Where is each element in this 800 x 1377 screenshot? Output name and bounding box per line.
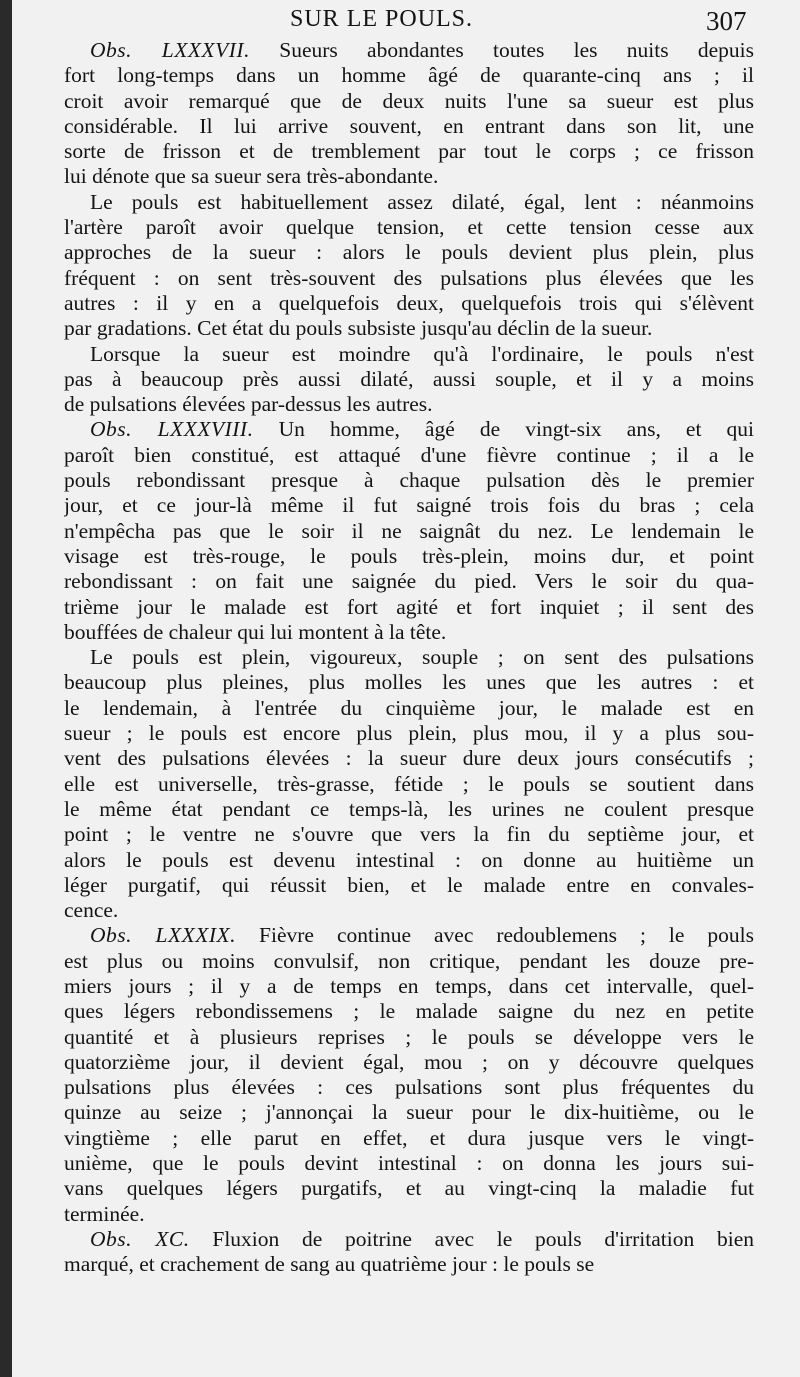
line-text: sorte de frisson et de tremblement par tout le corps ; ce frisson bbox=[64, 139, 754, 164]
text-line bbox=[64, 468, 754, 493]
text-line bbox=[64, 1075, 754, 1100]
line-text: est plus ou moins convulsif, non critique, pendant les douze pre- bbox=[64, 948, 754, 973]
line-text: Fluxion de poitrine avec le pouls d'irritation bien bbox=[212, 1226, 754, 1251]
line-text: vent des pulsations élevées : la sueur dure deux jours consécutifs ; bbox=[64, 746, 754, 771]
text-line bbox=[64, 620, 754, 645]
text-line bbox=[64, 848, 754, 873]
line-text: considérable. Il lui arrive souvent, en entrant dans son lit, une bbox=[64, 113, 754, 138]
text-line bbox=[64, 139, 754, 164]
line-text: Sueurs abondantes toutes les nuits depuis bbox=[279, 38, 754, 62]
line-text: par gradations. Cet état du pouls subsiste jusqu'au déclin de la sueur. bbox=[64, 316, 653, 341]
line-text: bouffées de chaleur qui lui montent à la tête. bbox=[64, 619, 447, 644]
text-line bbox=[64, 190, 754, 215]
observation bbox=[64, 1227, 754, 1278]
observation bbox=[64, 923, 754, 1227]
line-text: quatorzième jour, il devient égal, mou ; on y découvre quelques bbox=[64, 1049, 754, 1074]
line-text: paroît bien constitué, est attaqué d'une fièvre continue ; il a le bbox=[64, 442, 754, 467]
text-line bbox=[64, 342, 754, 367]
text-line bbox=[64, 746, 754, 771]
line-text: lui dénote que sa sueur sera très-abondante. bbox=[64, 164, 439, 189]
text-line bbox=[64, 63, 754, 88]
observation-label: Obs. LXXXIX. bbox=[90, 923, 237, 948]
text-line bbox=[64, 1151, 754, 1176]
line-text: quantité et à plusieurs reprises ; le pouls se développe vers le bbox=[64, 1024, 754, 1049]
text-line bbox=[64, 1176, 754, 1201]
paragraph bbox=[64, 923, 754, 1227]
text-line bbox=[64, 949, 754, 974]
text-line bbox=[64, 1202, 754, 1227]
line-text: pouls rebondissant presque à chaque pulsation dès le premier bbox=[64, 468, 754, 493]
text-line bbox=[64, 595, 754, 620]
line-text: Lorsque la sueur est moindre qu'à l'ordinaire, le pouls n'est bbox=[90, 341, 754, 366]
text-line bbox=[64, 696, 754, 721]
observation bbox=[64, 38, 754, 417]
paragraph bbox=[64, 417, 754, 645]
line-text: l'artère paroît avoir quelque tension, et cette tension cesse aux bbox=[64, 215, 754, 240]
text-line bbox=[64, 392, 754, 417]
text-line bbox=[64, 645, 754, 670]
line-text: approches de la sueur : alors le pouls devient plus plein, plus bbox=[64, 240, 754, 265]
line-text: Le pouls est plein, vigoureux, souple ; on sent des pulsations bbox=[90, 645, 754, 670]
line-text: fort long-temps dans un homme âgé de quarante-cinq ans ; il bbox=[64, 63, 754, 88]
observation-label: Obs. LXXXVIII. bbox=[90, 417, 254, 442]
line-text: n'empêcha pas que le soir il ne saignât du nez. Le lendemain le bbox=[64, 518, 754, 543]
body-text bbox=[64, 38, 754, 1278]
text-line bbox=[64, 1227, 754, 1252]
running-title: SUR LE POULS. bbox=[290, 6, 474, 32]
paragraph bbox=[64, 342, 754, 418]
line-text: ques légers rebondissemens ; le malade saigne du nez en petite bbox=[64, 999, 754, 1024]
binding-gutter bbox=[0, 0, 12, 1377]
text-line bbox=[64, 1025, 754, 1050]
text-line bbox=[64, 493, 754, 518]
text-line bbox=[64, 215, 754, 240]
observation bbox=[64, 417, 754, 923]
paragraph bbox=[64, 190, 754, 342]
text-line bbox=[64, 291, 754, 316]
text-line bbox=[64, 898, 754, 923]
line-text: trième jour le malade est fort agité et fort inquiet ; il sent des bbox=[64, 594, 754, 619]
text-line bbox=[64, 417, 754, 442]
text-line bbox=[64, 797, 754, 822]
line-text: rebondissant : on fait une saignée du pied. Vers le soir du qua- bbox=[64, 569, 754, 594]
line-text: alors le pouls est devenu intestinal : on donne au huitième un bbox=[64, 847, 754, 872]
text-line bbox=[64, 721, 754, 746]
line-text: vingtième ; elle parut en effet, et dura jusque vers le vingt- bbox=[64, 1125, 754, 1150]
line-text: miers jours ; il y a de temps en temps, dans cet intervalle, quel- bbox=[64, 973, 754, 998]
text-line bbox=[64, 316, 754, 341]
line-text: autres : il y en a quelquefois deux, quelquefois trois qui s'élèvent bbox=[64, 290, 754, 315]
line-text: croit avoir remarqué que de deux nuits l'une sa sueur est plus bbox=[64, 88, 754, 113]
line-text: Fièvre continue avec redoublemens ; le pouls bbox=[259, 923, 754, 948]
line-text: vans quelques légers purgatifs, et au vingt-cinq la maladie fut bbox=[64, 1176, 754, 1201]
line-text: Le pouls est habituellement assez dilaté, égal, lent : néanmoins bbox=[90, 189, 754, 214]
observation-label: Obs. LXXXVII. bbox=[90, 38, 250, 62]
line-text: terminée. bbox=[64, 1201, 145, 1226]
text-line bbox=[64, 89, 754, 114]
line-text: fréquent : on sent très-souvent des pulsations plus élevées que les bbox=[64, 265, 754, 290]
text-line bbox=[64, 367, 754, 392]
text-line bbox=[64, 544, 754, 569]
text-line bbox=[64, 1126, 754, 1151]
text-line bbox=[64, 38, 754, 63]
text-line bbox=[64, 114, 754, 139]
text-line bbox=[64, 164, 754, 189]
line-text: point ; le ventre ne s'ouvre que vers la fin du septième jour, et bbox=[64, 822, 754, 847]
observation-label: Obs. XC. bbox=[90, 1226, 190, 1251]
text-line bbox=[64, 670, 754, 695]
paragraph bbox=[64, 1227, 754, 1278]
line-text: pas à beaucoup près aussi dilaté, aussi souple, et il y a moins bbox=[64, 366, 754, 391]
line-text: unième, que le pouls devint intestinal : on donna les jours sui- bbox=[64, 1151, 754, 1176]
text-line bbox=[64, 974, 754, 999]
line-text: le même état pendant ce temps-là, les urines ne coulent presque bbox=[64, 796, 754, 821]
text-line bbox=[64, 1252, 754, 1277]
text-line bbox=[64, 519, 754, 544]
text-line bbox=[64, 772, 754, 797]
line-text: le lendemain, à l'entrée du cinquième jour, le malade est en bbox=[64, 695, 754, 720]
line-text: elle est universelle, très-grasse, fétide ; le pouls se soutient dans bbox=[64, 771, 754, 796]
paragraph bbox=[64, 645, 754, 923]
page-number: 307 bbox=[706, 6, 747, 36]
text-line bbox=[64, 240, 754, 265]
line-text: Un homme, âgé de vingt-six ans, et qui bbox=[278, 417, 754, 442]
text-line bbox=[64, 873, 754, 898]
page-header bbox=[0, 2, 800, 36]
line-text: quinze au seize ; j'annonçai la sueur pour le dix-huitième, ou le bbox=[64, 1100, 754, 1125]
line-text: cence. bbox=[64, 898, 119, 923]
line-text: léger purgatif, qui réussit bien, et le malade entre en convales- bbox=[64, 872, 754, 897]
text-line bbox=[64, 443, 754, 468]
text-line bbox=[64, 266, 754, 291]
text-line bbox=[64, 999, 754, 1024]
text-line bbox=[64, 1100, 754, 1125]
line-text: beaucoup plus pleines, plus molles les unes que les autres : et bbox=[64, 670, 754, 695]
line-text: pulsations plus élevées : ces pulsations sont plus fréquentes du bbox=[64, 1075, 754, 1100]
line-text: visage est très-rouge, le pouls très-plein, moins dur, et point bbox=[64, 543, 754, 568]
text-line bbox=[64, 923, 754, 948]
paragraph bbox=[64, 38, 754, 190]
line-text: de pulsations élevées par-dessus les autres. bbox=[64, 392, 433, 417]
line-text: sueur ; le pouls est encore plus plein, plus mou, il y a plus sou- bbox=[64, 721, 754, 746]
text-line bbox=[64, 822, 754, 847]
text-line bbox=[64, 569, 754, 594]
line-text: jour, et ce jour-là même il fut saigné trois fois du bras ; cela bbox=[64, 493, 754, 518]
line-text: marqué, et crachement de sang au quatrième jour : le pouls se bbox=[64, 1252, 595, 1277]
text-line bbox=[64, 1050, 754, 1075]
